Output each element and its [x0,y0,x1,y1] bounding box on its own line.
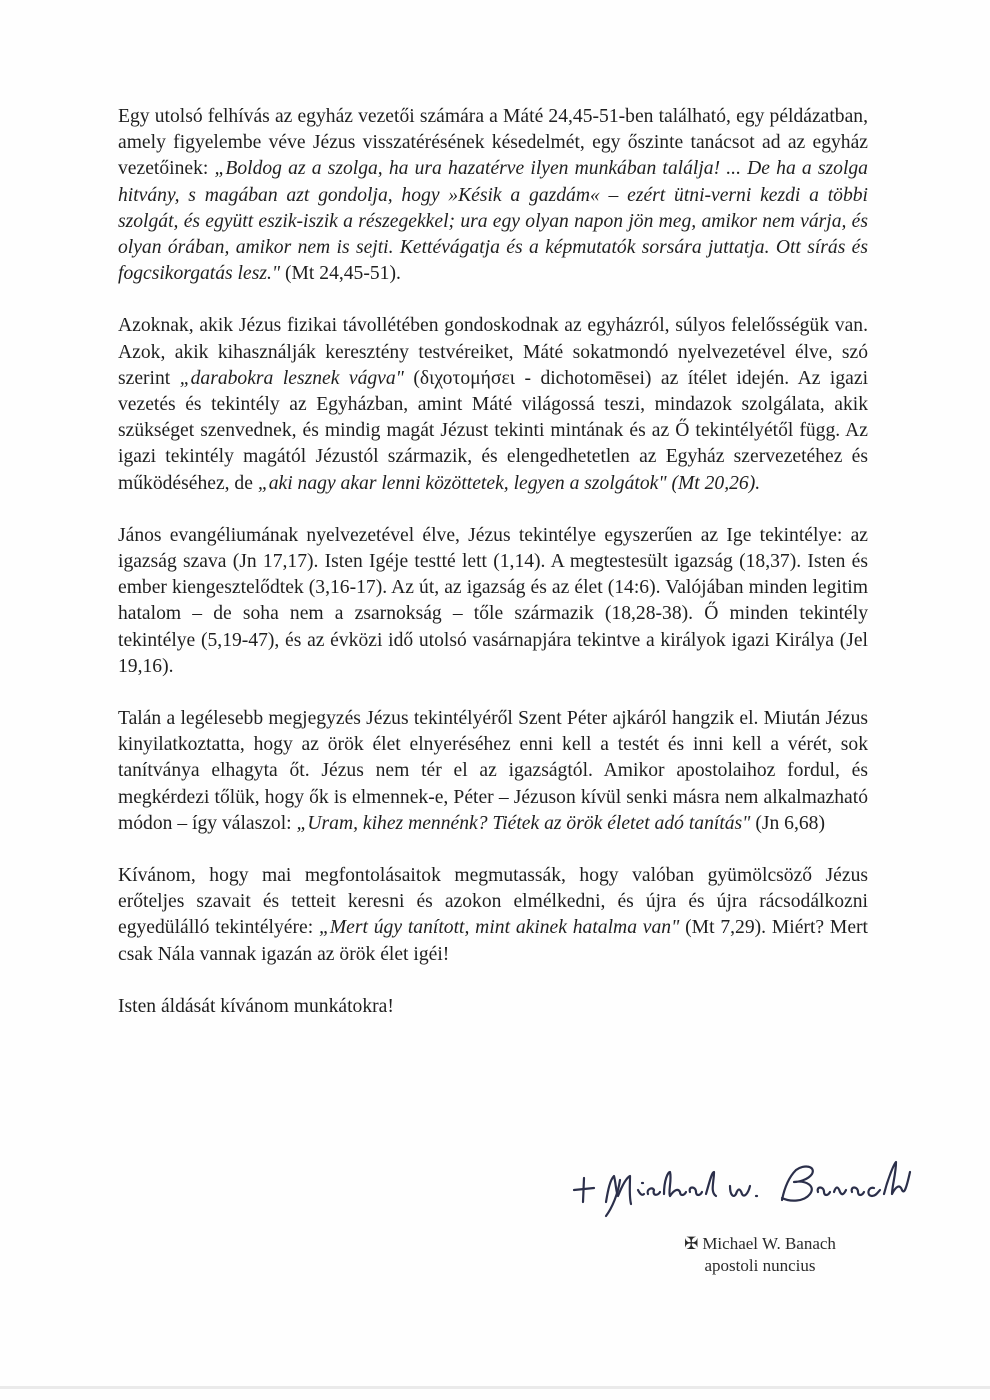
quote-segment: „Uram, kihez mennénk? Tiétek az örök életet adó tanítás" [296,812,751,834]
quote-segment: „Mert úgy tanított, mint akinek hatalma van" [318,917,680,939]
text-segment: János evangéliumának nyelvezetével élve, Jézus tekintélye egyszerűen az Ige tekintélye: az igazság szava (Jn 17,17). Isten Igéje testté lett (1,14). A megtestesült igazság (18,37). Isten és ember kiengesztelődtek (3,16-17). Az út, az igazság és az élet (14:6). Valójában minden legitim hatalom – de soha nem a zsarnokság – tőle származik (18,28-38). Ő minden tekintély tekintélye (5,19-47), és az évközi idő utolsó vasárnapjára tekintve a királyok igazi Királya (Jel 19,16). [118,524,868,677]
text-segment: (Mt 7,29). Miért? Mert csak Nála vannak igazán az örök élet igéi! [118,917,868,965]
text-segment: Kívánom, hogy mai megfontolásaitok megmutassák, hogy valóban gyümölcsöző Jézus erőteljes szavait és tetteit keresni és azokon elmélkedni, és újra és újra rácsodálkozni egyedülálló tekintélyére: [118,865,868,939]
paragraph-3 [118,523,868,680]
text-segment: Egy utolsó felhívás az egyház vezetői számára a Máté 24,45-51-ben található, egy példázatban, amely figyelembe véve Jézus visszatérésének késedelmét, egy őszinte tanácsot ad az egyház vezetőinek: [118,106,868,180]
paragraph-5 [118,863,868,968]
text-segment: (διχοτομήσει - dichotomēsei) az ítélet idején. Az igazi vezetés és tekintély az Egyházban, amint Máté világossá teszi, mindazok szolgálata, akik szükséget szenvednek, és mindig magát Jézust tekinti mintának és az Ő tekintélyétől függ. Az igazi tekintély magától Jézustól származik, és elengedhetetlen az Egyház szervezetéhez és működéséhez, de [118,367,869,494]
signer-title: apostoli nuncius [704,1256,816,1275]
quote-segment: „aki nagy akar lenni közöttetek, legyen a szolgátok" (Mt 20,26). [257,472,761,494]
cross-pattee-icon: ✠ [684,1234,699,1253]
closing-line [118,994,868,1020]
signer-name: Michael W. Banach [702,1234,836,1253]
text-segment: (Mt 24,45-51). [280,263,401,285]
letter-body [118,104,868,1046]
text-segment: (Jn 6,68) [750,812,825,834]
paragraph-4 [118,706,868,837]
quote-segment: „darabokra lesznek vágva" [179,367,404,389]
page-bottom-edge [0,1386,990,1389]
paragraph-1 [118,104,868,287]
signer-name-line [640,1233,880,1255]
text-segment: Isten áldását kívánom munkátokra! [118,995,394,1017]
text-segment: Talán a legélesebb megjegyzés Jézus tekintélyéről Szent Péter ajkáról hangzik el. Miután Jézus kinyilatkoztatta, hogy az örök élet elnyeréséhez enni kell a testét és inni kell a vérét, sok tanítványa elhagyta őt. Jézus nem tér el az igazságtól. Amikor apostolaihoz fordul, és megkérdezi tőlük, hogy ők is elmennek-e, Péter – Jézuson kívül senki másra nem alkalmazható módon – így válaszol: [118,708,868,834]
quote-segment: „Boldog az a szolga, ha ura hazatérve ilyen munkában találja! ... De ha a szolga hitvány, s magában azt gondolja, hogy »Késik a gazdám« – ezért ütni-verni kezdi a többi szolgát, és együtt eszik-iszik a részegekkel; ura egy olyan napon jön meg, amikor nem várja, és olyan órában, amikor nem is sejti. Kettévágatja és a képmutatók sorsára juttatja. Ott sírás és fogcsikorgatás lesz." [118,158,868,285]
handwritten-signature [560,1150,920,1220]
paragraph-2 [118,313,868,496]
signer-block [640,1233,880,1277]
text-segment: Azoknak, akik Jézus fizikai távollétében gondoskodnak az egyházról, súlyos felelősségük van. Azok, akik kihasználják keresztény testvéreiket, Máté sokatmondó nyelvezetével élve, szó szerint [118,315,868,389]
